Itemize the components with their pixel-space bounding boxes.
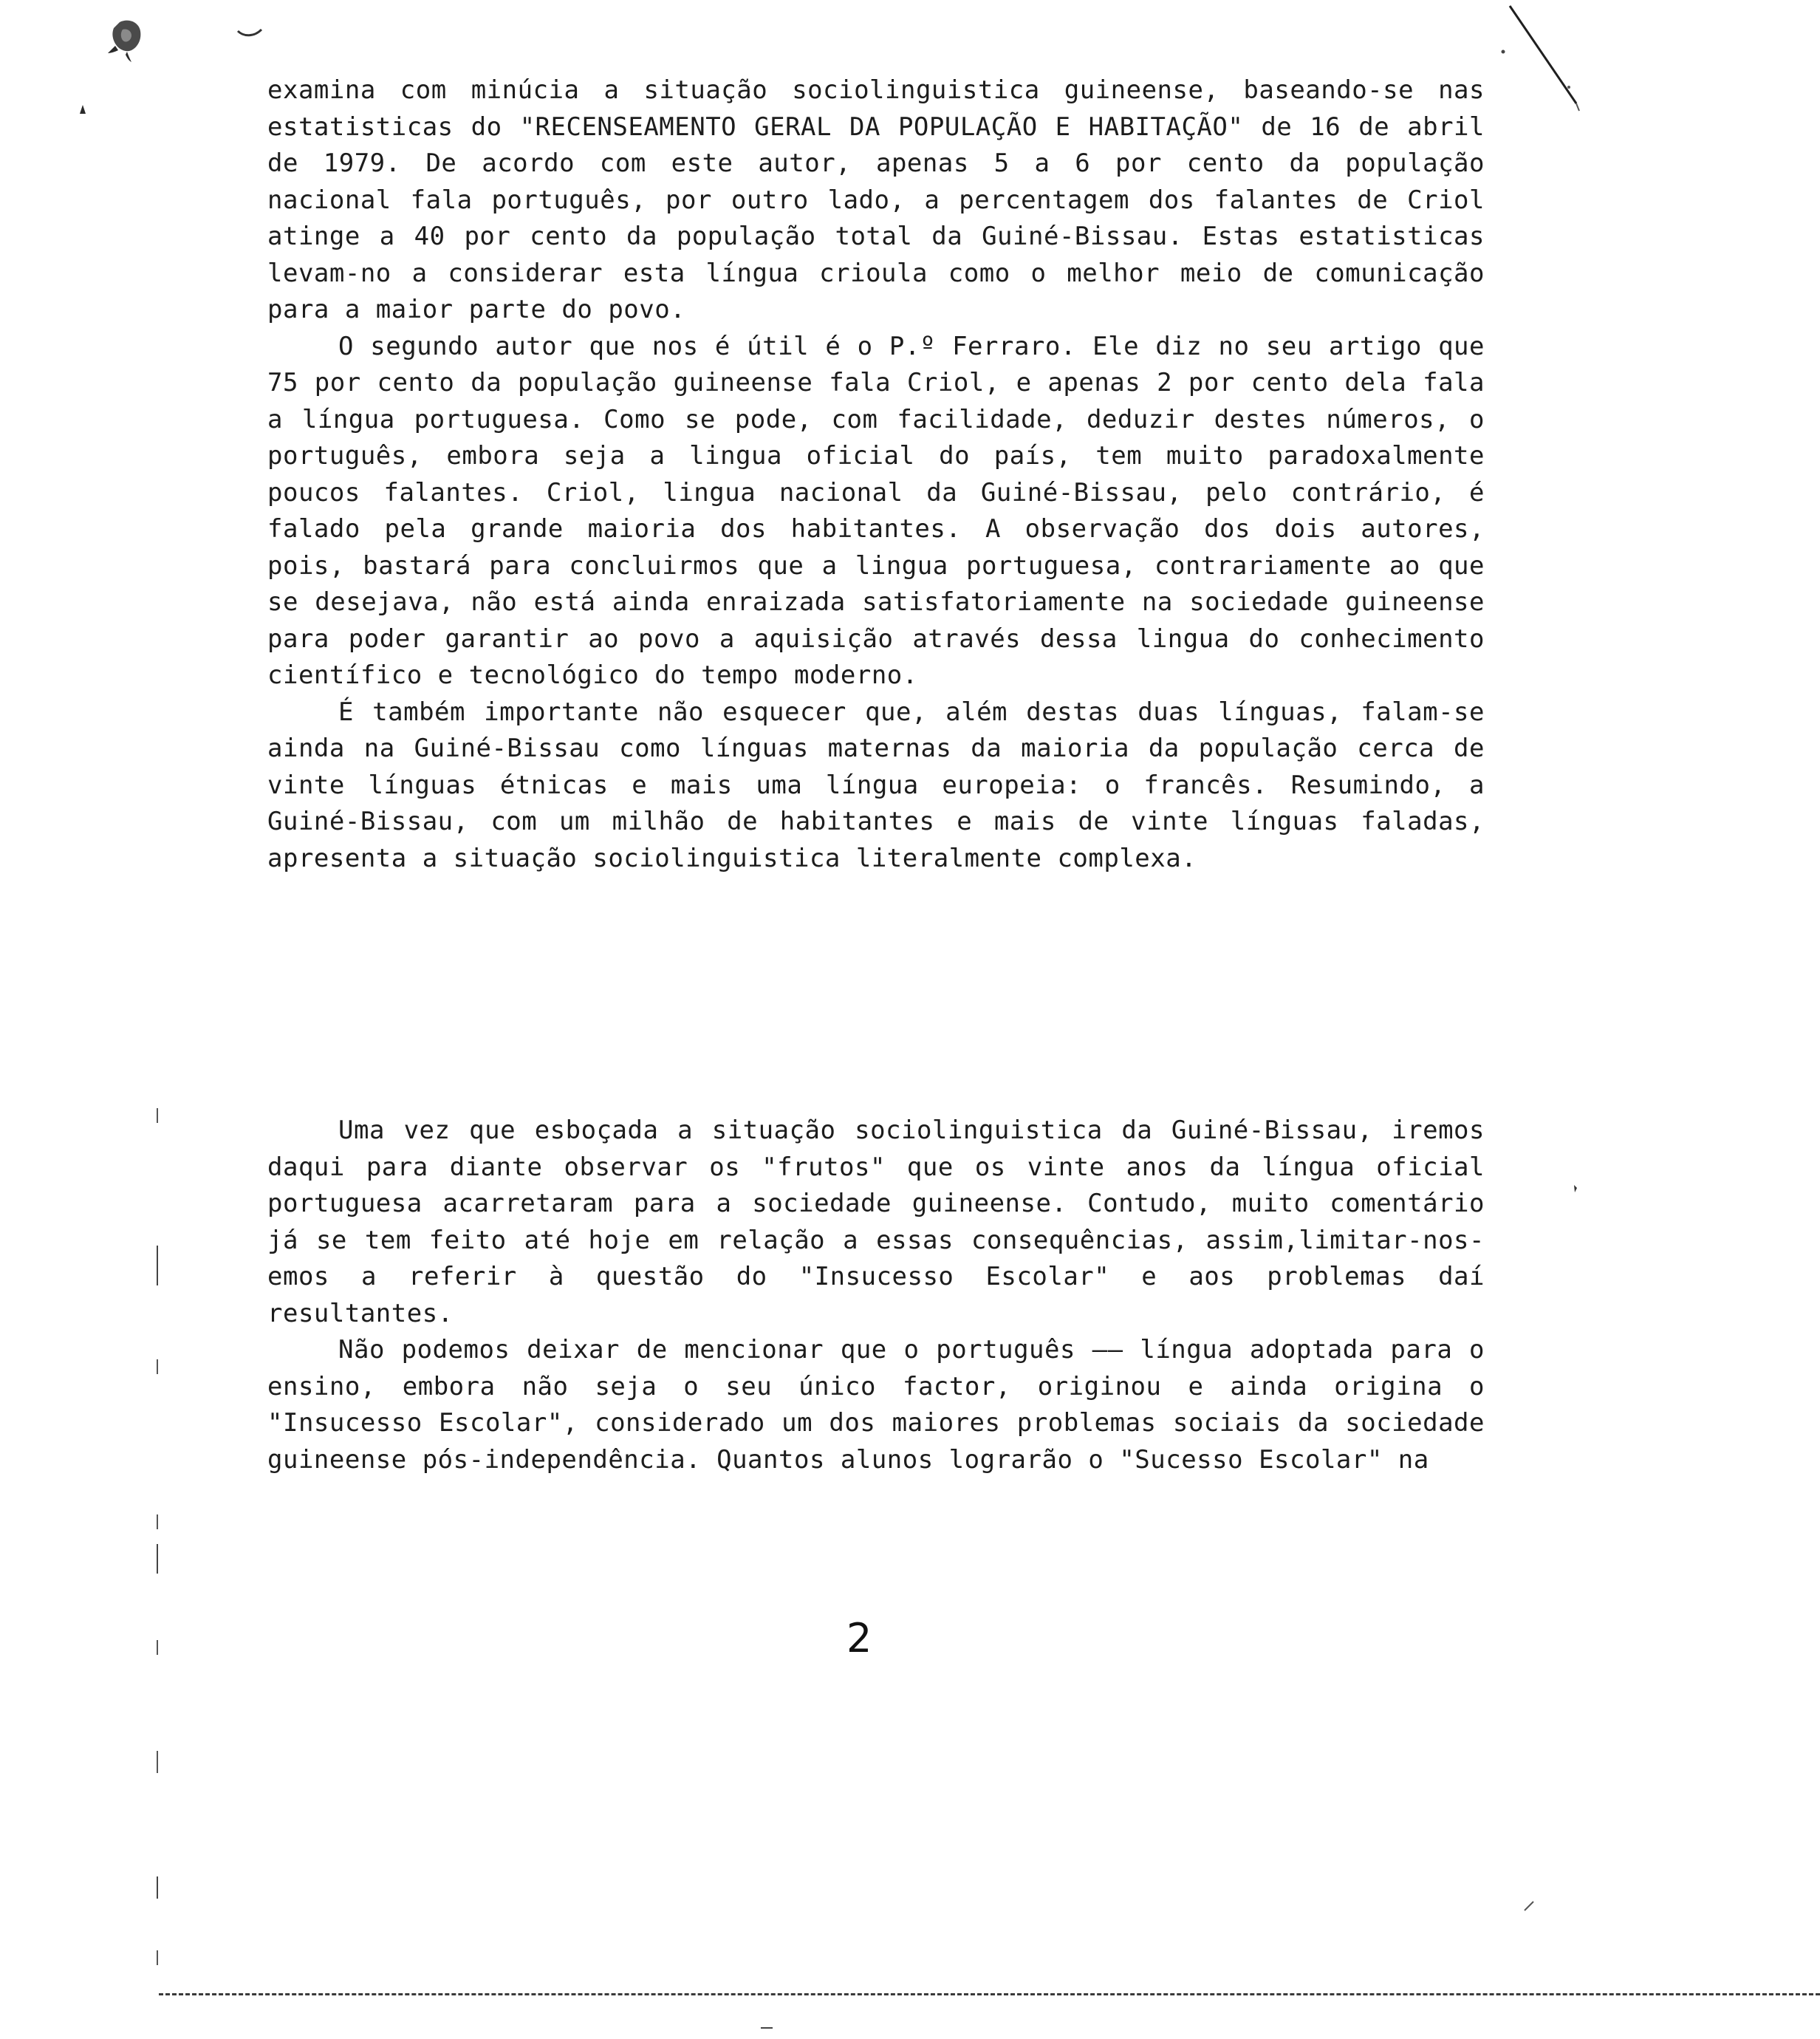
pen-line-icon (1499, 0, 1588, 126)
paragraph: É também importante não esquecer que, além destas duas línguas, falam-se ainda na Guiné-Bissau como línguas maternas da maioria da população cerca de vinte línguas étnicas e mais uma língua europeia: o francês. Resumindo, a Guiné-Bissau, com um milhão de habitantes e mais de vinte línguas faladas, apresenta a situação sociolinguistica literalmente complexa. (267, 697, 1485, 873)
page-edge-dashed-line (159, 1993, 1820, 1995)
ink-blot-icon (105, 18, 143, 84)
page-number: 2 (846, 1615, 872, 1661)
paragraph: O segundo autor que nos é útil é o P.º Ferraro. Ele diz no seu artigo que 75 por cento da população guineense fala Criol, e apenas 2 por cento dela fala a língua portuguesa. Como se pode, com facilidade, deduzir destes números, o português, embora seja a lingua oficial do país, tem muito paradoxalmente poucos falantes. Criol, lingua nacional da Guiné-Bissau, pelo contrário, é falado pela grande maioria dos habitantes. A observação dos dois autores, pois, bastará para concluirmos que a lingua portuguesa, contrariamente ao que se desejava, não está ainda enraizada satisfatoriamente na sociedade guineense para poder garantir ao povo a aquisição através dessa lingua do conhecimento científico e tecnológico do tempo moderno. (267, 331, 1485, 690)
paragraph: examina com minúcia a situação sociolinguistica guineense, baseando-se nas estatisticas do "RECENSEAMENTO GERAL DA POPULAÇÃO E HABITAÇÃO" de 16 de abril de 1979. De acordo com este autor, apenas 5 a 6 por cento da população nacional fala português, por outro lado, a percentagem dos falantes de Criol atinge a 40 por cento da população total da Guiné-Bissau. Estas estatisticas levam-no a considerar esta língua crioula como o melhor meio de comunicação para a maior parte do povo. (267, 75, 1485, 324)
binding-marks-icon (155, 1101, 160, 1973)
speck-icon (1572, 1184, 1579, 1194)
body-text-block-1 (267, 72, 1485, 877)
pen-stroke-icon (236, 27, 263, 38)
speck-icon (77, 103, 89, 115)
paragraph: Não podemos deixar de mencionar que o português —— língua adoptada para o ensino, embora não seja o seu único factor, originou e ainda origina o "Insucesso Escolar", considerado um dos maiores problemas sociais da sociedade guineense pós-independência. Quantos alunos lograrão o "Sucesso Escolar" na (267, 1335, 1485, 1475)
body-text-block-2 (267, 1113, 1485, 1478)
speck-icon (1522, 1899, 1536, 1913)
paragraph: Uma vez que esboçada a situação sociolinguistica da Guiné-Bissau, iremos daqui para diante observar os "frutos" que os vinte anos da língua oficial portuguesa acarretaram para a sociedade guineense. Contudo, muito comentário já se tem feito até hoje em relação a essas consequências, assim,limitar-nos-emos a referir à questão do "Insucesso Escolar" e aos problemas daí resultantes. (267, 1116, 1485, 1328)
speck-icon (759, 2024, 774, 2032)
